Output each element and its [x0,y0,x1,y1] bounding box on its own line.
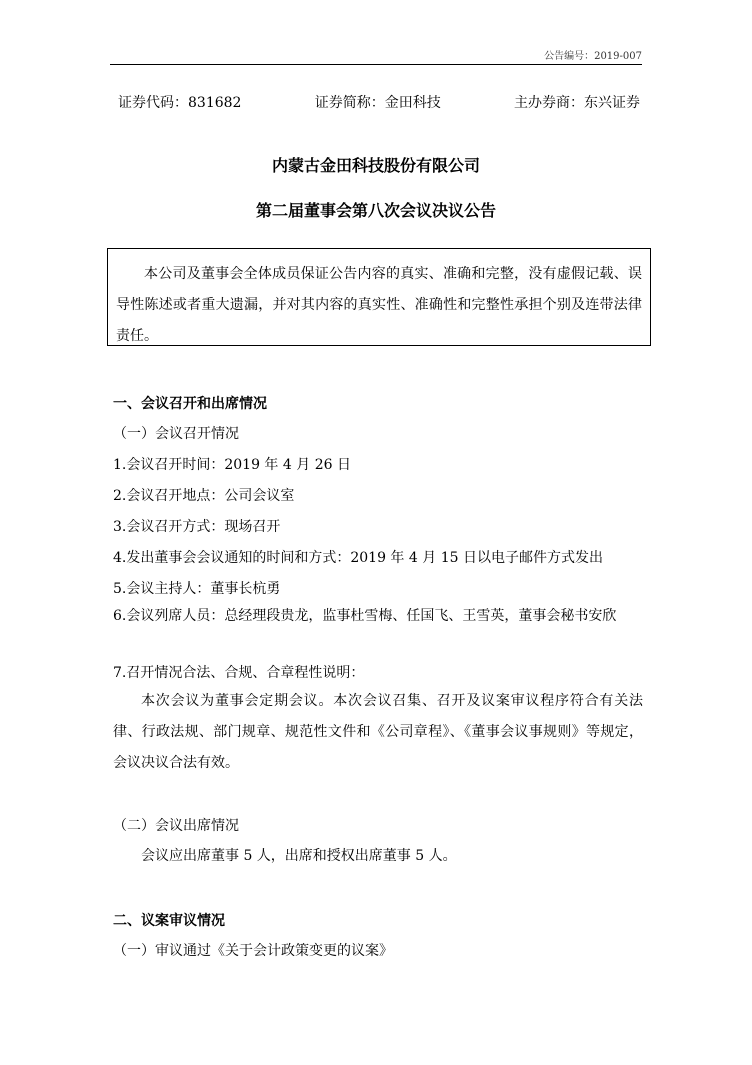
attendance-text: 会议应出席董事 5 人，出席和授权出席董事 5 人。 [141,848,457,864]
security-code: 证券代码：831682 [118,95,242,111]
security-info-row [118,92,640,112]
announcement-number: 公告编号：2019-007 [544,51,642,62]
liability-notice-box: 本公司及董事会全体成员保证公告内容的真实、准确和完整，没有虚假记载、误导性陈述或者重大遗漏，并对其内容的真实性、准确性和完整性承担个别及连带法律责任。 [107,248,651,346]
compliance-heading: 7.召开情况合法、合规、合章程性说明： [113,665,365,681]
notice-time-method: 4.发出董事会会议通知的时间和方式：2019 年 4 月 15 日以电子邮件方式发出 [113,550,603,566]
header-divider [110,64,642,65]
compliance-text: 本次会议为董事会定期会议。本次会议召集、召开及议案审议程序符合有关法律、行政法规、部门规章、规范性文件和《公司章程》、《董事会议事规则》等规定，会议决议合法有效。 [113,693,643,771]
meeting-time: 1.会议召开时间：2019 年 4 月 26 日 [113,457,351,473]
company-title: 内蒙古金田科技股份有限公司 [271,156,480,175]
section1-sub2-heading: （二）会议出席情况 [113,818,239,834]
announcement-title: 第二届董事会第八次会议决议公告 [255,201,496,220]
section2-heading: 二、议案审议情况 [113,913,225,929]
sponsor-broker: 主办券商：东兴证券 [513,95,640,111]
meeting-attendees: 6.会议列席人员：总经理段贵龙，监事杜雪梅、任国飞、王雪英，董事会秘书安欣 [113,608,617,624]
section1-sub1-heading: （一）会议召开情况 [113,426,239,442]
section2-sub1-heading: （一）审议通过《关于会计政策变更的议案》 [113,943,393,959]
section1-heading: 一、会议召开和出席情况 [113,396,267,412]
meeting-host: 5.会议主持人：董事长杭勇 [113,581,281,597]
meeting-location: 2.会议召开地点：公司会议室 [113,488,295,504]
meeting-method: 3.会议召开方式：现场召开 [113,519,281,535]
security-short-name: 证券简称：金田科技 [314,95,441,111]
